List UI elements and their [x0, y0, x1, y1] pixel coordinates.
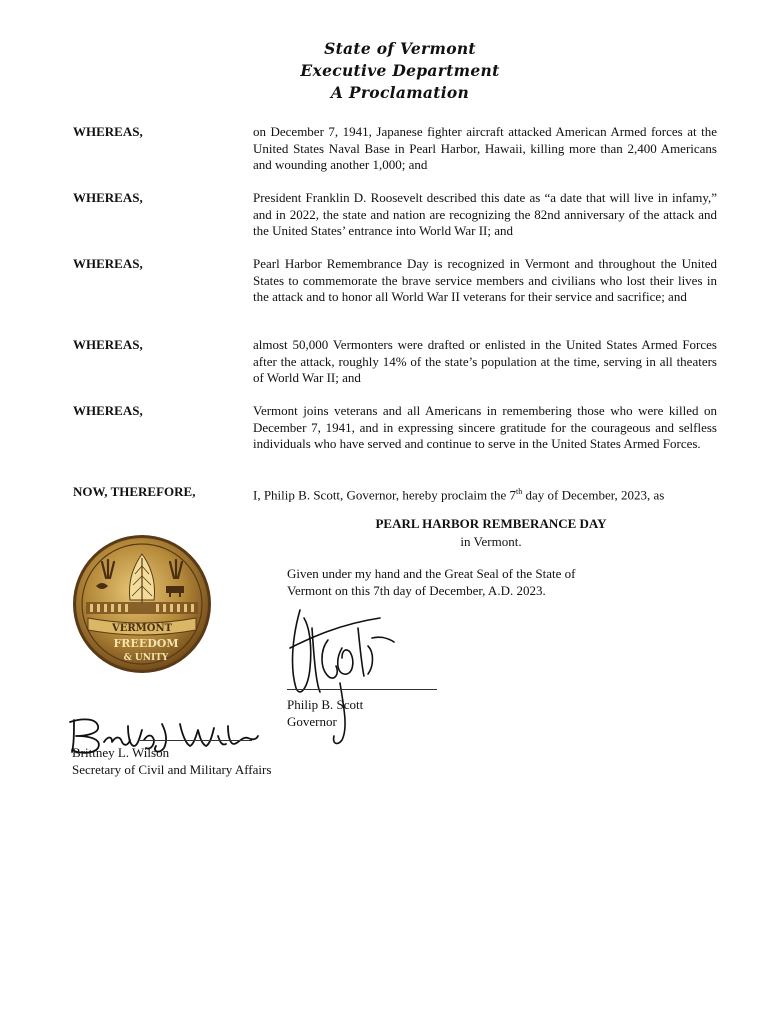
proclaim-text-end: day of December, 2023, as: [522, 487, 665, 503]
clause-text: President Franklin D. Roosevelt described this date as “a date that will live in infamy,” and in 2022, the state and nation are recognizing the 82nd anniversary of the attack and the United States’ entrance into World War II; and: [253, 190, 717, 238]
document-header: [0, 38, 770, 104]
clause-text: almost 50,000 Vermonters were drafted or enlisted in the United States Armed Forces after the attack, roughly 14% of the state’s population at the time, serving in all theaters of World War II; and: [253, 337, 717, 385]
clause-label: WHEREAS,: [73, 124, 143, 139]
seal-motto-freedom: FREEDOM: [113, 637, 179, 650]
seal-motto-unity: & UNITY: [123, 653, 169, 663]
vermont-seal-image: [72, 534, 212, 674]
state-title: State of Vermont: [324, 39, 476, 58]
clause-text: on December 7, 1941, Japanese fighter aircraft attacked American Armed forces at the United States Naval Base in Pearl Harbor, Hawaii, killing more than 2,400 Americans and wounding another 1,000; and: [253, 124, 717, 172]
clause-text: [253, 484, 717, 504]
governor-title: Governor: [287, 714, 337, 729]
clause-label: WHEREAS,: [73, 337, 143, 352]
ordinal-suffix: th: [516, 487, 523, 496]
clause-text: Pearl Harbor Remembrance Day is recognized in Vermont and throughout the United States to commemorate the brave service members and civilians who lost their lives in the attack and to honor all World War II veterans for their service and sacrifice; and: [253, 256, 717, 304]
department-title: Executive Department: [300, 61, 500, 80]
governor-signature-line: [287, 689, 437, 690]
clause-text: Vermont joins veterans and all Americans in remembering those who were killed on December 7, 1941, and in expressing sincere gratitude for the courageous and selfless individuals who have served and continue to serve in the United States Armed Forces.: [253, 403, 717, 451]
clause-label: WHEREAS,: [73, 403, 143, 418]
secretary-signature-line: [140, 740, 252, 741]
observance-location: in Vermont.: [460, 534, 522, 549]
clause-label: WHEREAS,: [73, 190, 143, 205]
clause-label: NOW, THEREFORE,: [73, 484, 196, 499]
clause-label: WHEREAS,: [73, 256, 143, 271]
proclamation-title: A Proclamation: [330, 83, 470, 102]
seal-state-name: VERMONT: [111, 623, 173, 634]
secretary-name: Brittney L. Wilson: [72, 745, 170, 760]
secretary-title: Secretary of Civil and Military Affairs: [72, 762, 272, 777]
proclaim-text-start: I, Philip B. Scott, Governor, hereby proclaim the 7: [253, 487, 517, 503]
given-statement-line-2: Vermont on this 7th day of December, A.D. 2023.: [287, 583, 546, 598]
governor-name: Philip B. Scott: [287, 697, 364, 712]
given-statement-line-1: Given under my hand and the Great Seal of the State of: [287, 566, 576, 581]
observance-title: PEARL HARBOR REMBERANCE DAY: [375, 516, 607, 531]
